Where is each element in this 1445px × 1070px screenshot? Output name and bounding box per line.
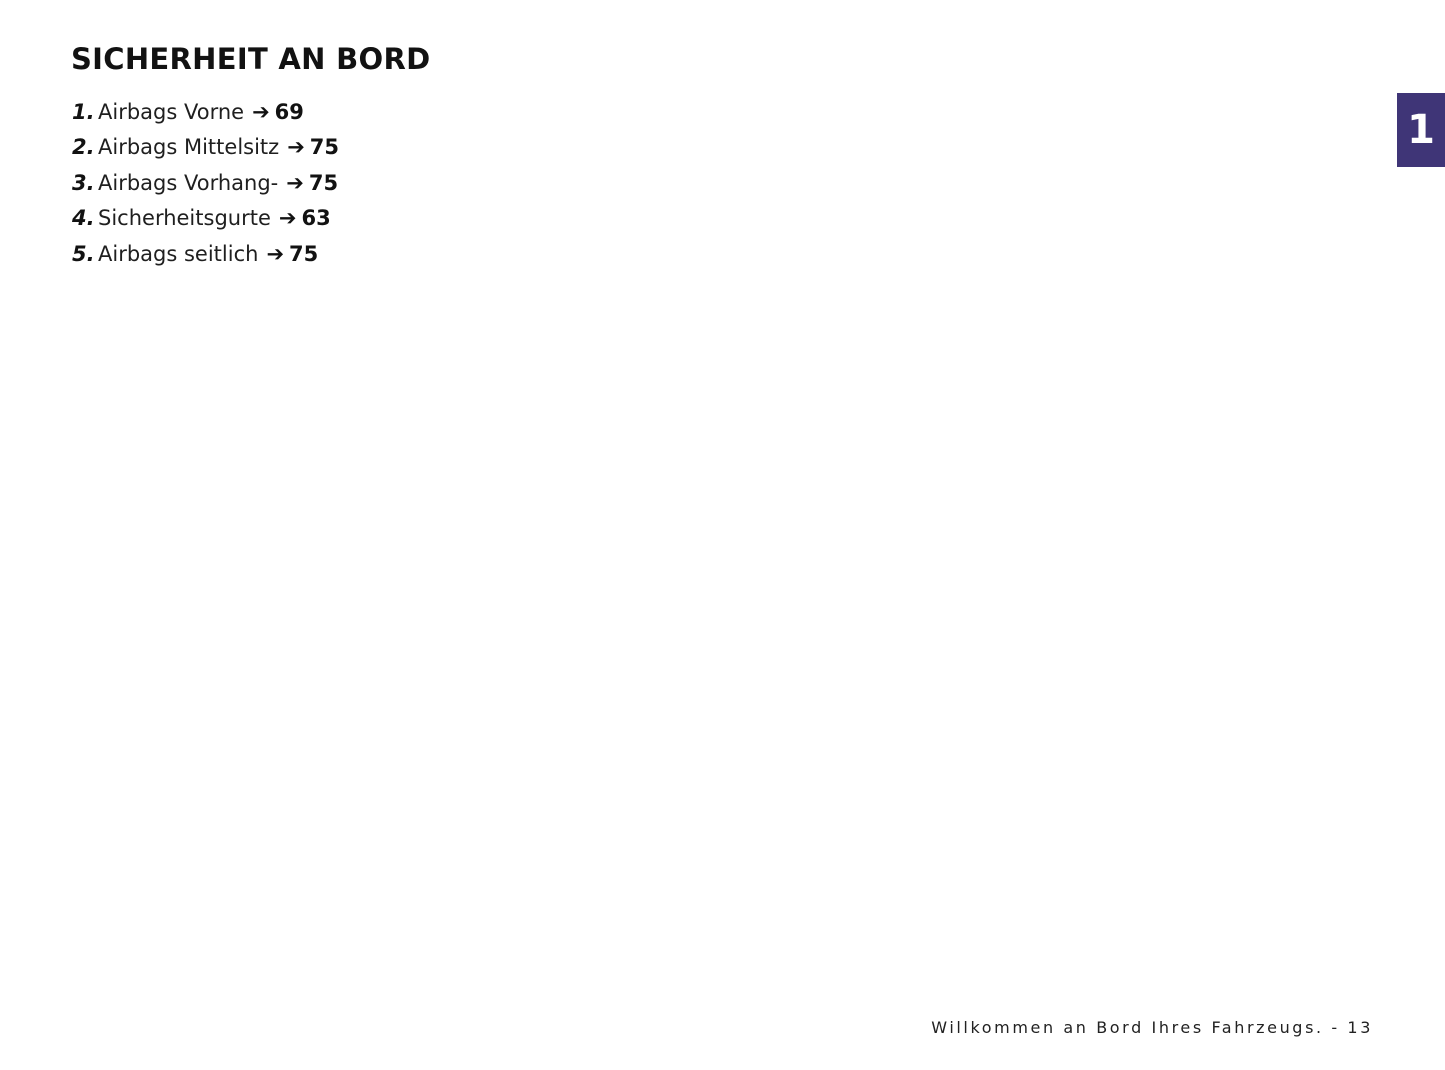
toc-item-number: 1.	[72, 100, 95, 124]
arrow-right-icon: ➔	[278, 206, 297, 231]
toc-item-page: 75	[309, 135, 340, 160]
arrow-right-icon: ➔	[287, 135, 305, 160]
toc-item-page: 69	[274, 100, 304, 124]
toc-item-label: Airbags Vorhang-	[98, 170, 279, 195]
toc-item-number: 4.	[72, 206, 95, 231]
toc-item-page: 75	[289, 241, 319, 266]
toc-item-page: 63	[301, 206, 331, 231]
arrow-right-icon: ➔	[266, 241, 285, 266]
toc-item-page: 75	[308, 170, 339, 195]
toc-item-airbags-seitlich[interactable]	[72, 242, 339, 277]
toc-item-label: Airbags Vorne	[98, 100, 245, 124]
arrow-right-icon: ➔	[252, 100, 270, 124]
toc-item-number: 5.	[72, 241, 95, 266]
toc-item-number: 3.	[72, 170, 95, 195]
toc-item-label: Airbags Mittelsitz	[98, 135, 280, 160]
arrow-right-icon: ➔	[286, 170, 304, 195]
page-footer: Willkommen an Bord Ihres Fahrzeugs. - 13	[931, 1018, 1373, 1037]
chapter-tab[interactable]	[1397, 93, 1445, 167]
toc-item-sicherheitsgurte[interactable]	[72, 206, 339, 241]
page-title: SICHERHEIT AN BORD	[71, 42, 431, 76]
toc-item-number: 2.	[72, 135, 95, 160]
chapter-tab-number: 1	[1407, 107, 1435, 153]
toc-item-label: Airbags seitlich	[98, 241, 259, 266]
toc-item-airbags-vorne[interactable]	[72, 100, 339, 135]
toc-item-airbags-vorhang[interactable]	[72, 171, 339, 206]
table-of-contents	[72, 100, 339, 277]
toc-item-airbags-mittelsitz[interactable]	[72, 135, 339, 170]
toc-item-label: Sicherheitsgurte	[98, 206, 271, 231]
